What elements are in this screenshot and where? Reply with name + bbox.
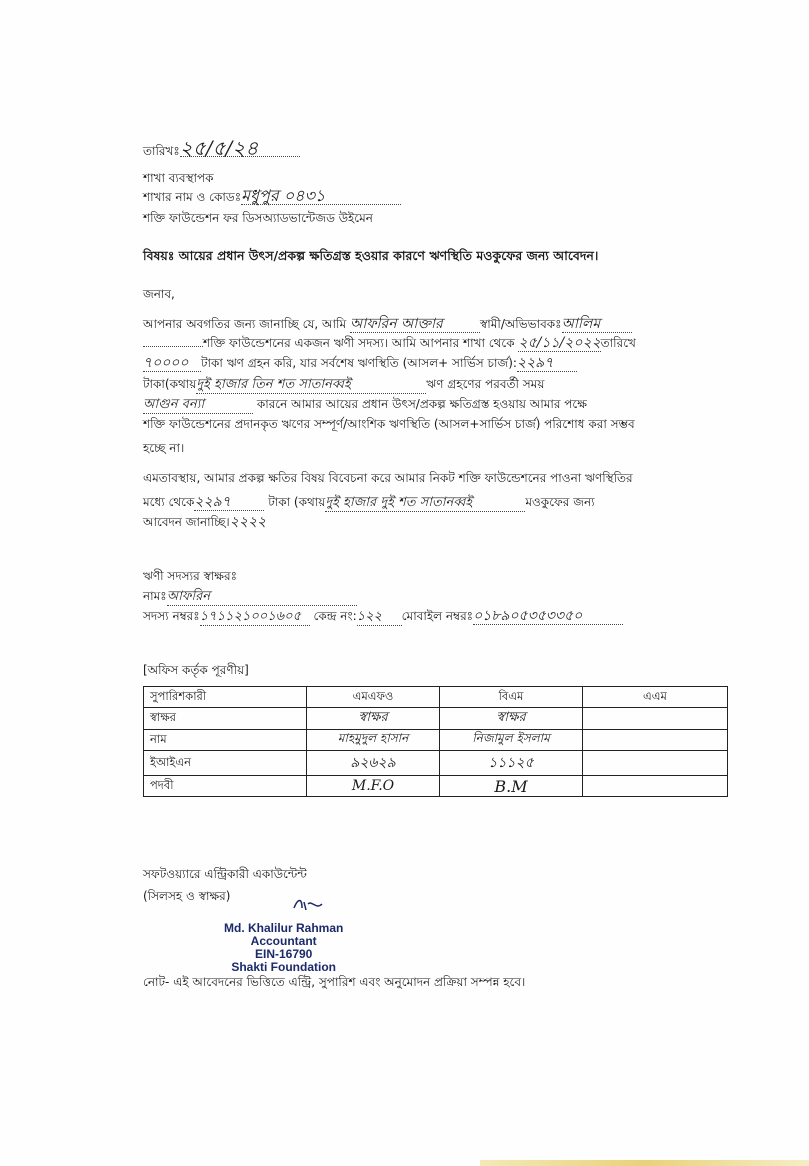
body-text: কারনে আমার আয়ের প্রধান উৎস/প্রকল্প ক্ষতিগ্রস্ত হওয়ায় আমার পক্ষে bbox=[256, 397, 587, 411]
salutation: জনাব, bbox=[143, 287, 175, 301]
waiver-in-words: দুই হাজার দুই শত সাতানব্বই bbox=[325, 495, 525, 512]
member-ids-line bbox=[143, 608, 623, 626]
mfo-name: মাহমুদুল হাসান bbox=[307, 730, 440, 751]
row-label: নাম bbox=[144, 730, 307, 751]
am-name bbox=[583, 730, 728, 751]
body-line-1 bbox=[143, 316, 632, 333]
loan-date: ২৫/১১/২০২২ bbox=[518, 335, 601, 351]
member-name: আফরিন bbox=[167, 589, 357, 606]
date-label: তারিখঃ bbox=[143, 144, 180, 158]
body-text: আপনার অবগতির জন্য জানাচ্ছি যে, আমি bbox=[143, 317, 347, 331]
loan-amount: ৭০০০০ bbox=[143, 355, 201, 372]
body-line-2 bbox=[143, 335, 636, 352]
loan-balance: ২২৯৭ bbox=[517, 355, 577, 372]
member-label: সদস্য নম্বরঃ bbox=[143, 609, 200, 623]
name-label: নামঃ bbox=[143, 589, 167, 603]
branch-value: মধুপুর ০৪৩১ bbox=[241, 188, 401, 205]
member-name-line bbox=[143, 588, 357, 606]
center-number: ১২২ bbox=[357, 609, 402, 626]
mfo-signature bbox=[307, 708, 440, 730]
para2-line-1: এমতাবস্থায়, আমার প্রকল্প ক্ষতির বিষয় বিবেচনা করে আমার নিকট শক্তি ফাউন্ডেশনের পাওনা ঋণস্থিতির bbox=[143, 471, 633, 485]
bm-ein: ১১১২৫ bbox=[440, 751, 583, 776]
office-row-name bbox=[144, 730, 728, 751]
body-line-7: হচ্ছে না। bbox=[143, 441, 185, 455]
office-caption: [অফিস কর্তৃক পূরণীয়] bbox=[143, 663, 249, 677]
am-designation bbox=[583, 776, 728, 797]
office-row-signature bbox=[144, 708, 728, 730]
mfo-designation: M.F.O bbox=[307, 776, 440, 797]
stamp-org: Shakti Foundation bbox=[231, 960, 336, 974]
guardian-name: আলিম bbox=[562, 316, 632, 333]
para2-line-3 bbox=[143, 514, 266, 530]
row-label: ইআইএন bbox=[144, 751, 307, 776]
subject-line: বিষয়ঃ আয়ের প্রধান উৎস/প্রকল্প ক্ষতিগ্রস্ত হওয়ার কারণে ঋণস্থিতি মওকুফের জন্য আবেদন। bbox=[143, 248, 599, 263]
member-number: ১৭১১২১০০১৬০৫ bbox=[200, 609, 310, 626]
accountant-stamp bbox=[224, 922, 343, 974]
balance-in-words: দুই হাজার তিন শত সাতানব্বই bbox=[196, 377, 426, 394]
office-row-designation bbox=[144, 776, 728, 797]
body-text: ঋণ গ্রহণের পরবর্তী সময় bbox=[426, 377, 545, 391]
header-bm: বিএম bbox=[440, 687, 583, 708]
stamp-ein: EIN-16790 bbox=[254, 947, 313, 961]
office-row-ein bbox=[144, 751, 728, 776]
body-text: মওকুফের জন্য bbox=[525, 495, 595, 509]
signature-title: ঋণী সদস্যর স্বাক্ষরঃ bbox=[143, 569, 237, 583]
handwritten-mark: ২২২২ bbox=[229, 514, 267, 530]
scan-edge-strip bbox=[480, 1160, 809, 1166]
manager-line: শাখা ব্যবস্থাপক bbox=[143, 171, 214, 185]
am-signature bbox=[583, 708, 728, 730]
body-text: টাকা (কথায় bbox=[268, 495, 326, 509]
bm-name: নিজামুল ইসলাম bbox=[440, 730, 583, 751]
mfo-ein: ৯২৬২৯ bbox=[307, 751, 440, 776]
blank-field bbox=[143, 346, 203, 347]
header-recommender: সুপারিশকারী bbox=[144, 687, 307, 708]
body-line-4 bbox=[143, 376, 544, 394]
body-text: টাকা ঋণ গ্রহন করি, যার সর্বশেষ ঋণস্থিতি (আসল+ সার্ভিস চার্জ): bbox=[201, 356, 517, 370]
para2-line-2 bbox=[143, 494, 595, 512]
office-header-row bbox=[144, 687, 728, 708]
bm-designation: B.M bbox=[440, 776, 583, 797]
applicant-name: আফরিন আক্তার bbox=[350, 316, 480, 333]
bm-signature bbox=[440, 708, 583, 730]
body-text: টাকা(কথায় bbox=[143, 377, 197, 391]
center-label: কেন্দ্র নং: bbox=[313, 609, 357, 623]
signature-scribble: স্বাক্ষর bbox=[496, 710, 526, 725]
accountant-signature bbox=[292, 896, 326, 916]
branch-line bbox=[143, 188, 401, 205]
row-label: স্বাক্ষর bbox=[144, 708, 307, 730]
accountant-seal-line: (সিলসহ ও স্বাক্ষর) bbox=[143, 889, 231, 903]
waiver-amount: ২২৯৭ bbox=[194, 494, 264, 511]
body-line-3 bbox=[143, 355, 577, 372]
accountant-line: সফটওয়্যারে এন্ট্রিকারী একাউন্টেন্ট bbox=[143, 867, 307, 881]
body-text: আবেদন জানাচ্ছি। bbox=[143, 515, 230, 529]
date-value: ২৫/৫/২৪ bbox=[180, 140, 300, 157]
body-line-5 bbox=[143, 396, 587, 414]
header-mfo: এমএফও bbox=[307, 687, 440, 708]
header-am: এএম bbox=[583, 687, 728, 708]
note-line: নোট- এই আবেদনের ভিত্তিতে এন্ট্রি, সুপারিশ এবং অনুমোদন প্রক্রিয়া সম্পন্ন হবে। bbox=[143, 975, 526, 989]
signature-scribble: স্বাক্ষর bbox=[358, 710, 388, 725]
date-line bbox=[143, 136, 300, 160]
body-line-6: শক্তি ফাউন্ডেশনের প্রদানকৃত ঋণের সম্পূর্ণ/আংশিক ঋণস্থিতি (আসল+সার্ভিস চার্জ) পরিশোধ করা সম্ভব bbox=[143, 417, 635, 431]
office-table bbox=[143, 686, 728, 797]
branch-label: শাখার নাম ও কোডঃ bbox=[143, 190, 242, 204]
damage-reason: আগুন বন্যা bbox=[143, 397, 253, 414]
mobile-label: মোবাইল নম্বরঃ bbox=[401, 609, 474, 623]
stamp-title: Accountant bbox=[250, 934, 317, 948]
org-line: শক্তি ফাউন্ডেশন ফর ডিসঅ্যাডভান্টেজড উইমেন bbox=[143, 211, 373, 225]
body-text: শক্তি ফাউন্ডেশনের একজন ঋণী সদস্য। আমি আপনার শাখা থেকে bbox=[203, 336, 515, 350]
body-text: স্বামী/অভিভাবকঃ bbox=[479, 317, 562, 331]
row-label: পদবী bbox=[144, 776, 307, 797]
body-text: তারিখে bbox=[600, 336, 636, 350]
body-text: মধ্যে থেকে bbox=[143, 495, 195, 509]
am-ein bbox=[583, 751, 728, 776]
mobile-number: ০১৮৯০৫৩৫৩৩৫০ bbox=[473, 608, 623, 625]
stamp-name: Md. Khalilur Rahman bbox=[224, 921, 344, 935]
